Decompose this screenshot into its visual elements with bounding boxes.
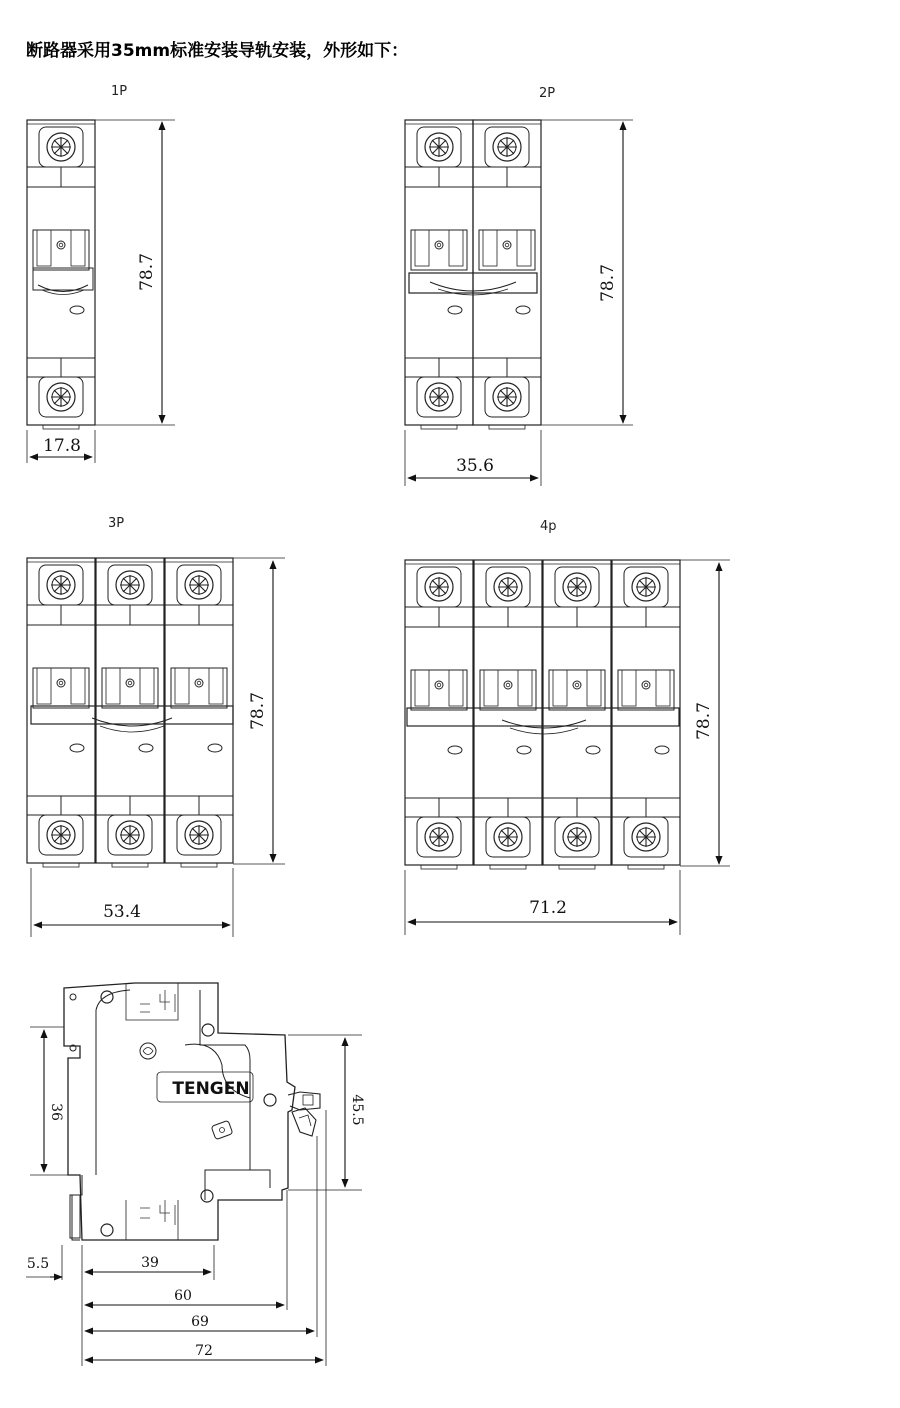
dim-side-72: 72 [195, 1343, 213, 1359]
brand-logo: TENGEN [172, 1079, 250, 1099]
pole-label-3p: 3P [108, 516, 125, 531]
dim-side-39: 39 [141, 1255, 159, 1271]
view-1p [27, 120, 175, 463]
view-2p [405, 120, 633, 486]
dim-side-36: 36 [48, 1103, 64, 1121]
view-4p [405, 560, 730, 935]
dim-side-5-5: 5.5 [26, 1256, 50, 1272]
dim-2p-height: 78.7 [598, 264, 618, 302]
intro-text: 断路器采用35mm标准安装导轨安装，外形如下： [26, 41, 409, 61]
dim-side-69: 69 [191, 1314, 209, 1330]
dim-side-60: 60 [174, 1288, 192, 1304]
pole-label-2p: 2P [539, 86, 556, 101]
dim-2p-width: 35.6 [456, 456, 494, 476]
dim-1p-height: 78.7 [137, 253, 157, 291]
side-view [26, 983, 365, 1366]
view-3p [27, 558, 285, 937]
dim-4p-width: 71.2 [529, 898, 567, 918]
dim-4p-height: 78.7 [694, 702, 714, 740]
pole-label-4p: 4p [540, 519, 557, 534]
dim-3p-height: 78.7 [248, 692, 268, 730]
pole-label-1p: 1P [111, 84, 128, 99]
dim-1p-width: 17.8 [43, 436, 81, 456]
dim-3p-width: 53.4 [103, 902, 141, 922]
dim-side-45-5: 45.5 [349, 1094, 365, 1126]
